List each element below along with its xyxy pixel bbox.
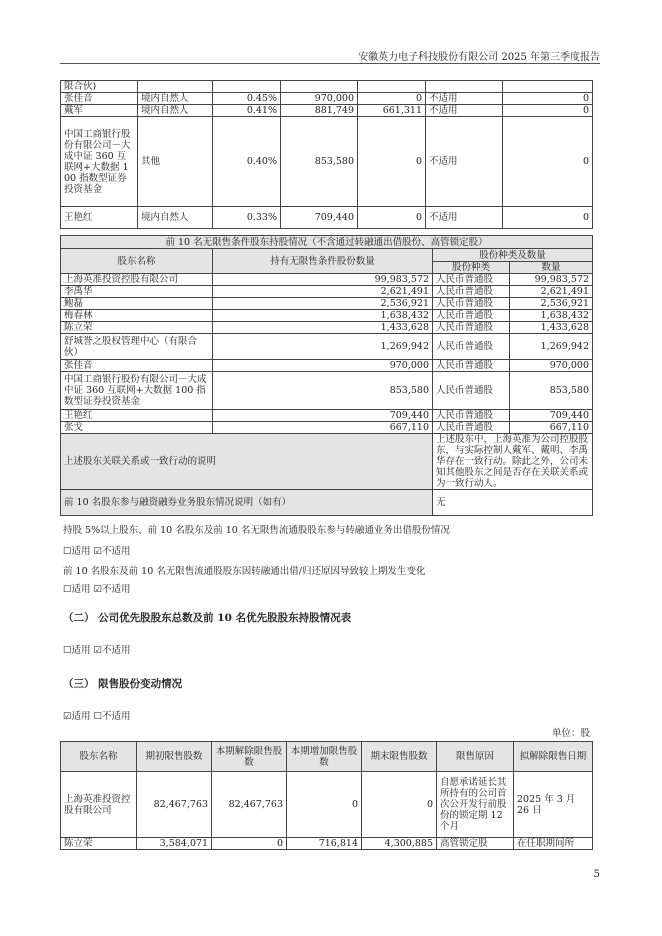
section-preferred-title: （二） 公司优先股股东总数及前 10 名优先股股东持股情况表	[63, 612, 352, 624]
table-row: 戴军 境内自然人 0.41% 881,749 661,311 不适用 0	[61, 105, 593, 117]
note-lending-option: ☐适用 ☑不适用	[63, 546, 131, 557]
table-row: 李禹华 2,621,491 人民币普通股 2,621,491	[61, 286, 593, 298]
shareholder-name: 王艳红	[61, 207, 138, 229]
top-shareholders-table	[60, 80, 593, 229]
page-number: 5	[593, 869, 600, 880]
note-change-option: ☐适用 ☑不适用	[63, 584, 131, 595]
restricted-shares-table	[60, 741, 593, 850]
table-row: 张佳音 970,000 人民币普通股 970,000	[61, 360, 593, 372]
column-header: 股份种类及数量	[433, 249, 593, 262]
section-restricted-option: ☑适用 ☐不适用	[63, 711, 131, 722]
column-header: 本期解除限售股数	[212, 742, 287, 772]
table-row: 中国工商银行股份有限公司－大成中证 360 互联网+大数据 100 指数型证券投资基金 其他 0.40% 853,580 0 不适用 0	[61, 117, 593, 207]
table-row: 陈立荣 3,584,071 0 716,814 4,300,885 高管锁定股 在任职期间所	[61, 838, 593, 850]
table-row: 上海英准投资控股有限公司 99,983,572 人民币普通股 99,983,572	[61, 274, 593, 286]
table-row: 上海英准投资控股有限公司 82,467,763 82,467,763 0 0 自愿承诺延长其所持有的公司首次公开发行前股份的锁定期 12 个月 2025 年 3 月 26 日	[61, 772, 593, 838]
table-row: 陈立荣 1,433,628 人民币普通股 1,433,628	[61, 322, 593, 334]
table-row: 梅春林 1,638,432 人民币普通股 1,638,432	[61, 310, 593, 322]
column-header: 股东名称	[61, 249, 213, 274]
relation-text: 上述股东中，上海英准为公司控股股东，与实际控制人戴军、戴明、李禹华存在一致行动。除此之外，公司未知其他股东之间是否存在关联关系或为一致行动人。	[433, 434, 593, 490]
section-preferred-option: ☐适用 ☑不适用	[63, 645, 131, 656]
shareholder-name: 张佳音	[61, 93, 138, 105]
column-header: 期末限售股数	[362, 742, 437, 772]
header-divider	[60, 63, 600, 64]
column-header: 拟解除限售日期	[514, 742, 593, 772]
relation-label: 上述股东关联关系或一致行动的说明	[61, 434, 433, 490]
shareholder-name: 限合伙)	[61, 81, 138, 93]
table-row: 张佳音 境内自然人 0.45% 970,000 0 不适用 0	[61, 93, 593, 105]
page-header: 安徽英力电子科技股份有限公司 2025 年第三季度报告	[358, 52, 600, 63]
table-row: 舒城誉之股权管理中心（有限合伙） 1,269,942 人民币普通股 1,269,942	[61, 334, 593, 360]
note-lending: 持股 5%以上股东、前 10 名股东及前 10 名无限售流通股股东参与转融通业务出借股份情况	[63, 525, 450, 536]
margin-label: 前 10 名股东参与融资融券业务股东情况说明（如有）	[61, 490, 433, 516]
table-row: 王艳红 709,440 人民币普通股 709,440	[61, 410, 593, 422]
table-title: 前 10 名无限售条件股东持股情况（不含通过转融通出借股份、高管锁定股）	[61, 236, 593, 249]
unrestricted-shareholders-table	[60, 235, 593, 516]
column-header: 持有无限售条件股份数量	[213, 249, 433, 274]
margin-text: 无	[433, 490, 593, 516]
shareholder-name: 戴军	[61, 105, 138, 117]
section-restricted-title: （三） 限售股份变动情况	[63, 678, 183, 690]
column-header: 本期增加限售股数	[287, 742, 362, 772]
table-row: 王艳红 境内自然人 0.33% 709,440 0 不适用 0	[61, 207, 593, 229]
table-row: 张戈 667,110 人民币普通股 667,110	[61, 422, 593, 434]
shareholder-name: 中国工商银行股份有限公司－大成中证 360 互联网+大数据 100 指数型证券投资基金	[61, 117, 138, 207]
table-row: 鲍磊 2,536,921 人民币普通股 2,536,921	[61, 298, 593, 310]
table-row	[61, 81, 593, 93]
note-change: 前 10 名股东及前 10 名无限售流通股股东因转融通出借/归还原因导致较上期发生变化	[63, 566, 426, 577]
unit-label: 单位：股	[551, 728, 590, 739]
column-header: 股份种类	[433, 262, 510, 274]
table-row: 中国工商银行股份有限公司－大成中证 360 互联网+大数据 100 指数型证券投资基金 853,580 人民币普通股 853,580	[61, 372, 593, 410]
column-header: 股东名称	[61, 742, 137, 772]
column-header: 数量	[510, 262, 593, 274]
column-header: 限售原因	[437, 742, 514, 772]
column-header: 期初限售股数	[137, 742, 212, 772]
